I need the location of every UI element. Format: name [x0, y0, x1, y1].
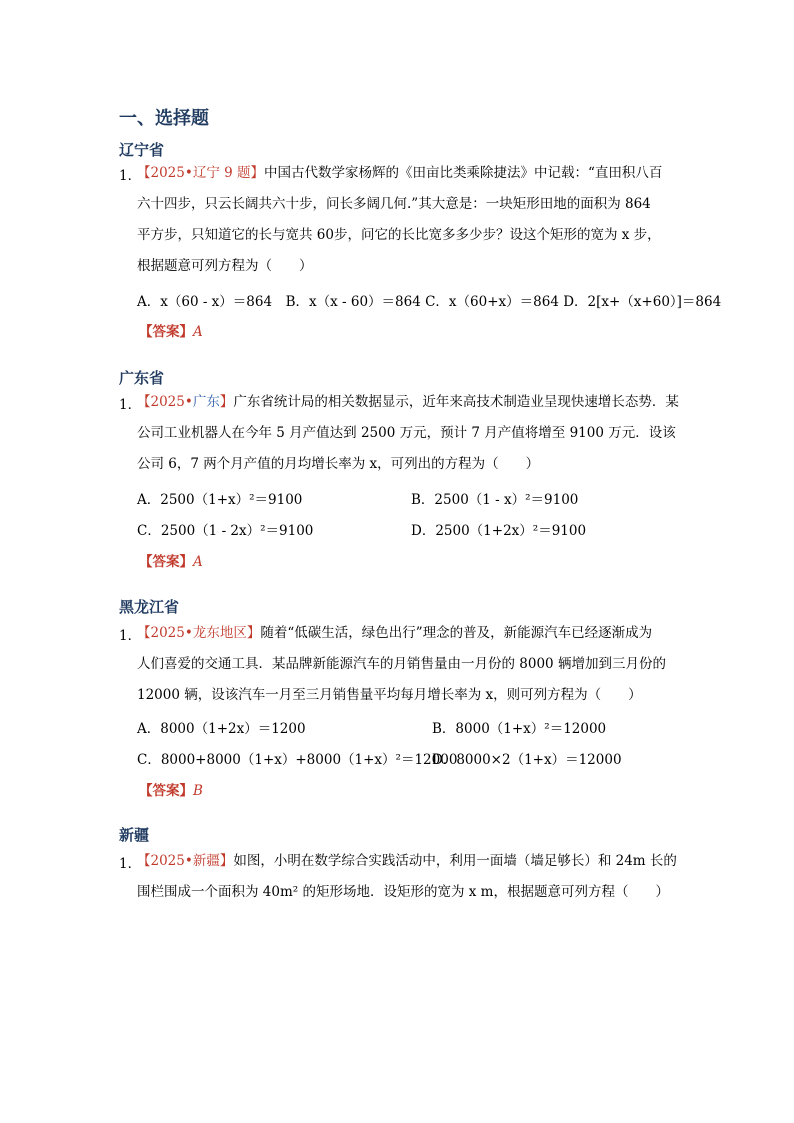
question-number: 1． — [119, 397, 142, 413]
question-source: 【2025•龙东地区】 — [137, 625, 261, 641]
option-a: A．2500（1+x）²＝9100 — [137, 492, 303, 508]
question-text: 【2025•辽宁 9 题】中国古代数学家杨辉的《田亩比类乘除捷法》中记载：“直田积八百 — [137, 165, 663, 181]
question-text: 根据题意可列方程为（ ） — [137, 258, 313, 274]
answer — [139, 320, 203, 340]
question-text: 公司 6，7 两个月产值的月均增长率为 x，可列出的方程为（ ） — [137, 456, 540, 472]
question-text: 【2025•新疆】如图，小明在数学综合实践活动中，利用一面墙（墙足够长）和 24m 长的 — [137, 853, 677, 869]
option-c: C．2500（1 - 2x）²＝9100 — [137, 523, 314, 539]
answer-label: 【答案】 — [139, 554, 193, 570]
answer-value: A — [193, 554, 203, 570]
question-text: 围栏围成一个面积为 40m² 的矩形场地．设矩形的宽为 x m，根据题意可列方程（ ） — [137, 884, 669, 900]
question-source: 【2025•广东】 — [137, 394, 234, 410]
question-number: 1． — [119, 168, 142, 184]
option-b: B．8000（1+x）²＝12000 — [432, 721, 607, 737]
answer-value: B — [193, 783, 203, 799]
answer — [139, 779, 203, 799]
answer-label: 【答案】 — [139, 324, 193, 340]
answer — [139, 550, 203, 570]
question-source: 【2025•新疆】 — [137, 853, 234, 869]
question-text: 【2025•龙东地区】随着“低碳生活，绿色出行”理念的普及，新能源汽车已经逐渐成为 — [137, 625, 653, 641]
option-a: A．8000（1+2x）＝1200 — [137, 721, 306, 737]
question-text: 【2025•广东】广东省统计局的相关数据显示，近年来高技术制造业呈现快速增长态势．某 — [137, 394, 679, 410]
question-text: 人们喜爱的交通工具．某品牌新能源汽车的月销售量由一月份的 8000 辆增加到三月份的 — [137, 656, 666, 672]
answer-options: A．x（60 - x）＝864 B．x（x - 60）＝864 C．x（60+x）＝864 D．2[x+（x+60）]＝864 — [137, 294, 722, 310]
answer-label: 【答案】 — [139, 783, 193, 799]
question-text: 平方步，只知道它的长与宽共 60步，问它的长比宽多多少步？设这个矩形的宽为 x 步， — [137, 227, 661, 243]
option-d: D．8000×2（1+x）＝12000 — [432, 752, 622, 768]
question-text: 公司工业机器人在今年 5 月产值达到 2500 万元，预计 7 月产值将增至 9100 万元．设该 — [137, 425, 676, 441]
question-text: 12000 辆，设该汽车一月至三月销售量平均每月增长率为 x，则可列方程为（ ） — [137, 687, 642, 703]
option-d: D．2500（1+2x）²＝9100 — [411, 523, 587, 539]
answer-value: A — [193, 324, 203, 340]
option-c: C．8000+8000（1+x）+8000（1+x）²＝12000 — [137, 752, 458, 768]
province-heading-liaoning: 辽宁省 — [119, 141, 165, 159]
question-text: 六十四步，只云长阔共六十步，问长多阔几何.”其大意是：一块矩形田地的面积为 864 — [137, 196, 651, 212]
section-title: 一、选择题 — [119, 108, 209, 129]
question-number: 1． — [119, 628, 142, 644]
option-b: B．2500（1 - x）²＝9100 — [411, 492, 579, 508]
province-heading-heilongjiang: 黑龙江省 — [119, 598, 180, 616]
province-heading-guangdong: 广东省 — [119, 369, 165, 387]
question-number: 1． — [119, 856, 142, 872]
province-heading-xinjiang: 新疆 — [119, 826, 150, 844]
question-source: 【2025•辽宁 9 题】 — [137, 165, 264, 181]
